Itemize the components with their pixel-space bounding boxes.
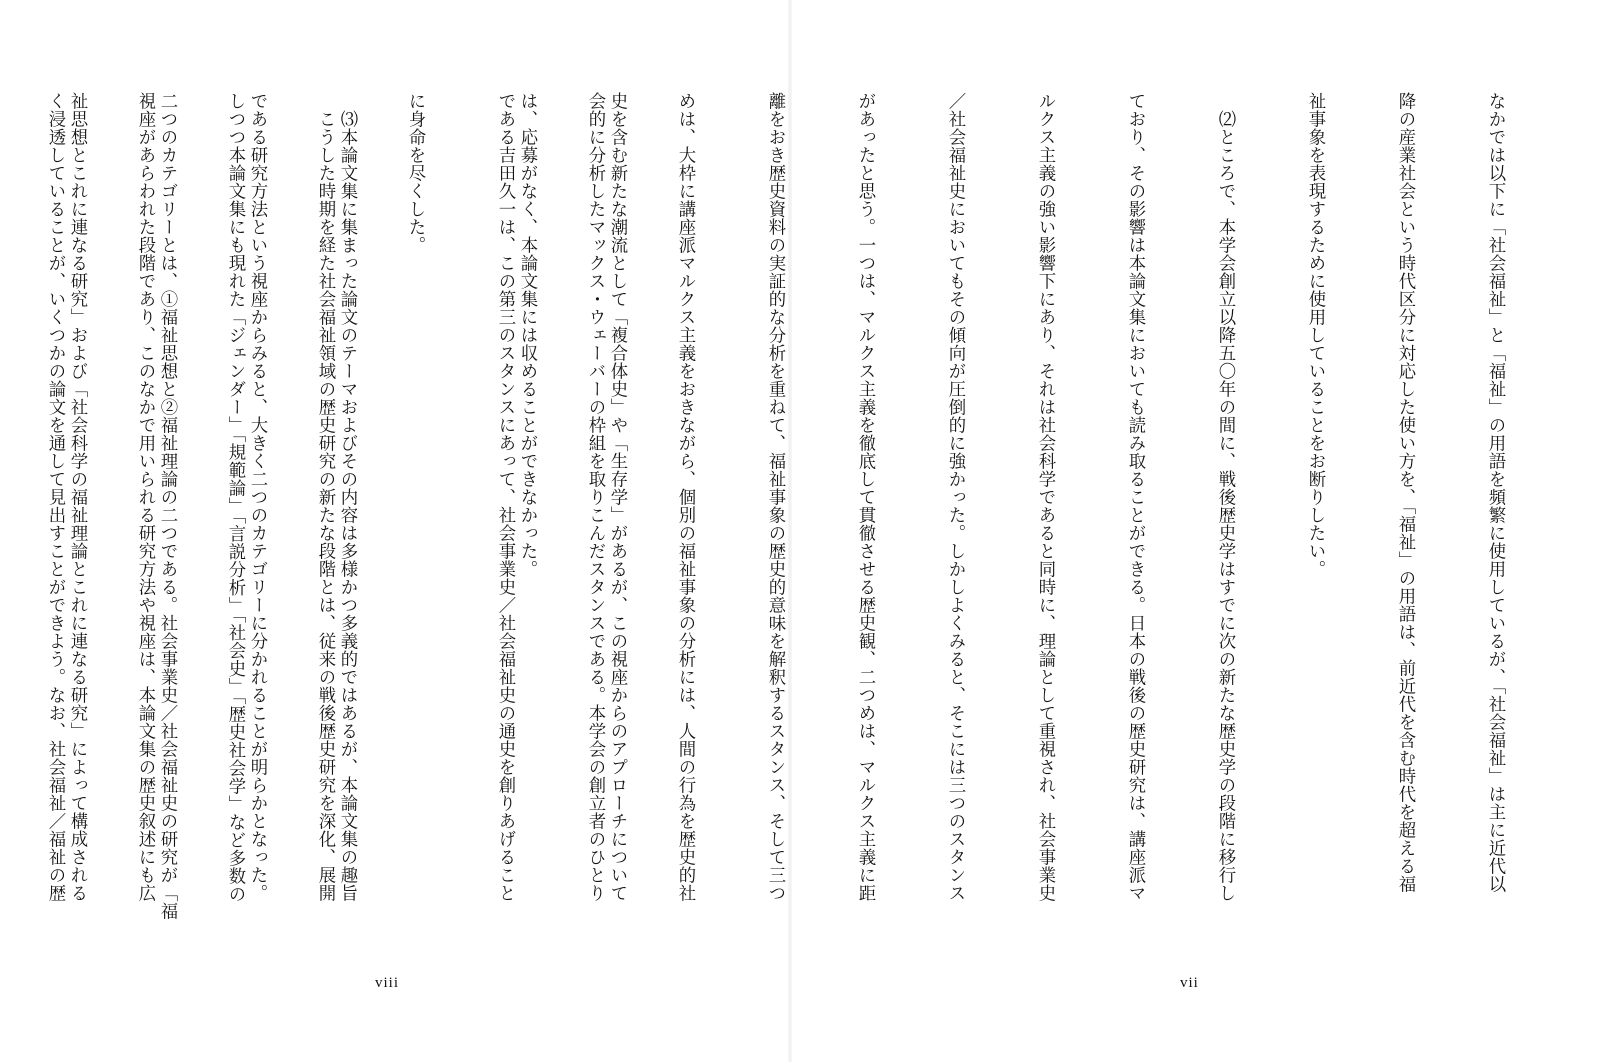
text-line: ／社会福祉史においてもその傾向が圧倒的に強かった。しかしよくみると、そこには三つのスタンス [945, 92, 965, 902]
text-line: 二つのカテゴリーとは、①福祉思想と②福祉理論の二つである。社会事業史／社会福祉史の研究が「福 [157, 92, 177, 920]
text-line: 視座があらわれた段階であり、このなかで用いられる研究方法や視座は、本論文集の歴史叙述にも広 [135, 92, 155, 902]
text-line: めは、大枠に講座派マルクス主義をおきながら、個別の福祉事象の分析には、人間の行為を歴史的社 [675, 92, 695, 902]
text-line: は、応募がなく、本論文集には収めることができなかった。 [517, 92, 537, 578]
text-line: 会的に分析したマックス・ウェーバーの枠組を取りこんだスタンスである。本学会の創立者のひとり [585, 92, 605, 902]
text-line: である吉田久一は、この第三のスタンスにあって、社会事業史／社会福祉史の通史を創りあげること [495, 92, 515, 902]
text-line: く浸透していることが、いくつかの論文を通して見出すことができよう。なお、社会福祉／福祉の歴 [45, 92, 65, 902]
text-line: 史を含む新たな潮流として「複合体史」や「生存学」があるが、この視座からのアプローチについて [607, 92, 627, 902]
text-line: 祉思想とこれに連なる研究」および「社会科学の福祉理論とこれに連なる研究」によって構成される [67, 92, 87, 902]
text-line: があったと思う。一つは、マルクス主義を徹底して貫徹させる歴史観、二つめは、マルクス主義に距 [855, 92, 875, 902]
text-line: ルクス主義の強い影響下にあり、それは社会科学であると同時に、理論として重視され、社会事業史 [1035, 92, 1055, 902]
page-number: vii [1180, 975, 1199, 991]
page-number: viii [375, 975, 400, 991]
text-line: しつつ本論文集にも現れた「ジェンダー」「規範論」「言説分析」「社会史」「歴史社会学」など多数の [225, 92, 245, 904]
text-line: 祉事象を表現するために使用していることをお断りしたい。 [1305, 92, 1325, 578]
text-line: 降の産業社会という時代区分に対応した使い方を、「福祉」の用語は、前近代を含む時代を超える福 [1395, 92, 1415, 894]
text-line: ており、その影響は本論文集においても読み取ることができる。日本の戦後の歴史研究は、講座派マ [1125, 92, 1145, 902]
text-line: ⑵ところで、本学会創立以降五〇年の間に、戦後歴史学はすでに次の新たな歴史学の段階に移行し [1215, 92, 1235, 902]
text-line: なかでは以下に「社会福祉」と「福祉」の用語を頻繁に使用しているが、「社会福祉」は主に近代以 [1485, 92, 1505, 894]
text-line: である研究方法という視座からみると、大きく二つのカテゴリーに分かれることが明らかとなった。 [247, 92, 267, 902]
text-line: ⑶本論文集に集まった論文のテーマおよびその内容は多様かつ多義的ではあるが、本論文集の趣旨 [337, 92, 357, 902]
text-line: こうした時期を経た社会福祉領域の歴史研究の新たな段階とは、従来の戦後歴史研究を深化、展開 [315, 92, 335, 902]
text-line: 離をおき歴史資料の実証的な分析を重ねて、福祉事象の歴史的意味を解釈するスタンス、そして三つ [765, 92, 785, 902]
text-line: に身命を尽くした。 [405, 92, 425, 254]
